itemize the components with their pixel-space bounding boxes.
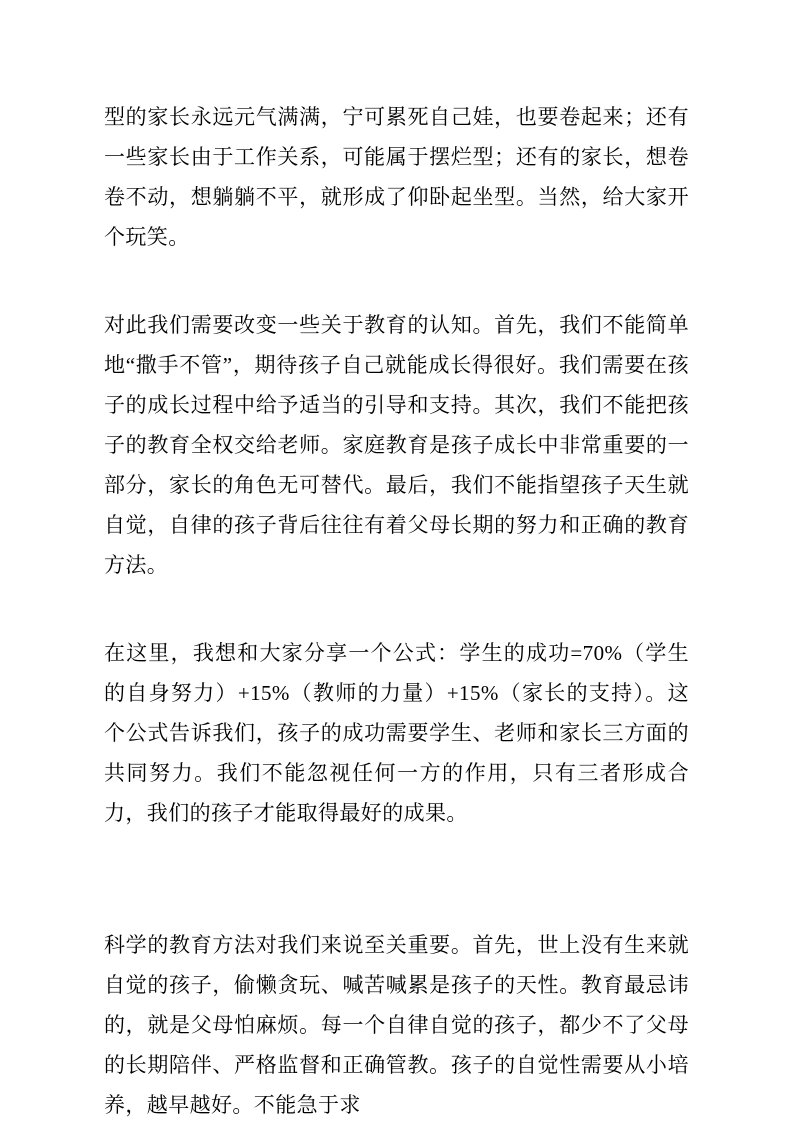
paragraph-education-cognition: 对此我们需要改变一些关于教育的认知。首先，我们不能简单地“撒手不管”，期待孩子自己就能成长得很好。我们需要在孩子的成长过程中给予适当的引导和支持。其次，我们不能把孩子的教育全权交给老师。家庭教育是孩子成长中非常重要的一部分，家长的角色无可替代。最后，我们不能指望孩子天生就自觉，自律的孩子背后往往有着父母长期的努力和正确的教育方法。 xyxy=(104,313,689,577)
paragraph-success-formula: 在这里，我想和大家分享一个公式：学生的成功=70%（学生的自身努力）+15%（教师的力量）+15%（家长的支持）。这个公式告诉我们，孩子的成功需要学生、老师和家长三方面的共同努力。我们不能忽视任何一方的作用，只有三者形成合力，我们的孩子才能取得最好的成果。 xyxy=(104,641,689,825)
paragraph-parent-types: 型的家长永远元气满满，宁可累死自己娃，也要卷起来；还有一些家长由于工作关系，可能属于摆烂型；还有的家长，想卷卷不动，想躺躺不平，就形成了仰卧起坐型。当然，给大家开个玩笑。 xyxy=(104,105,689,249)
paragraph-scientific-method: 科学的教育方法对我们来说至关重要。首先，世上没有生来就自觉的孩子，偷懒贪玩、喊苦喊累是孩子的天性。教育最忌讳的，就是父母怕麻烦。每一个自律自觉的孩子，都少不了父母的长期陪伴、严格监督和正确管教。孩子的自觉性需要从小培养，越早越好。不能急于求 xyxy=(104,933,689,1117)
